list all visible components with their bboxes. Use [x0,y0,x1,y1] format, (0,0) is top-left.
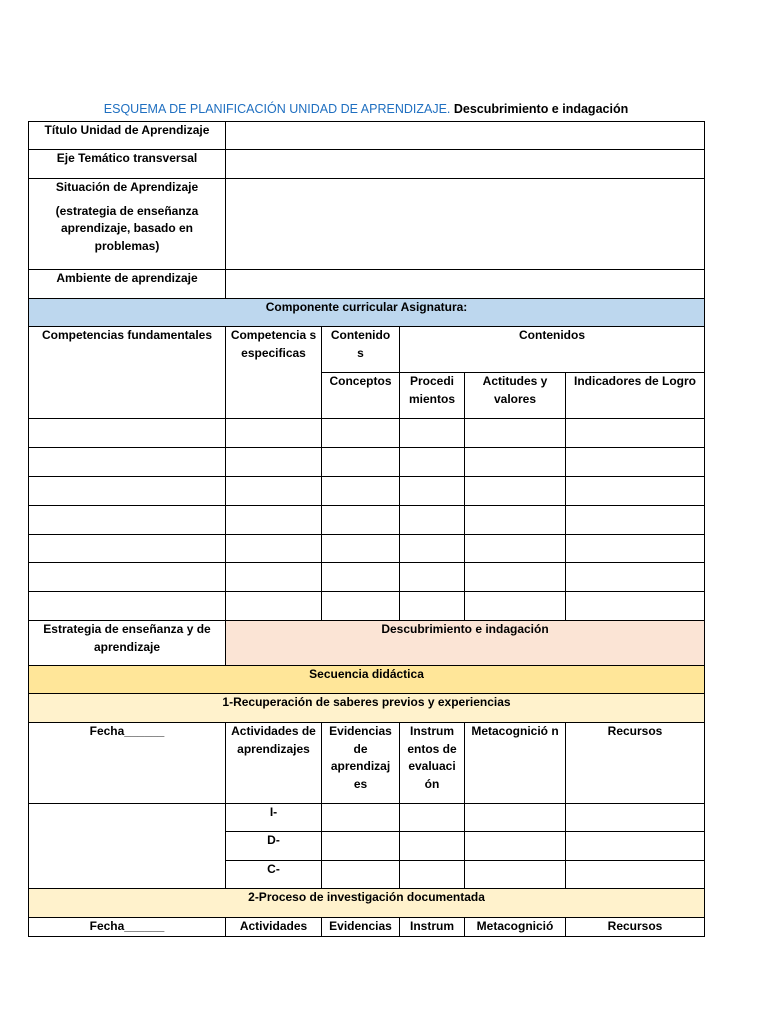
cell[interactable] [566,804,705,832]
cell[interactable] [566,448,705,477]
content-row [29,477,705,506]
input-eje[interactable] [226,150,705,179]
cell[interactable] [400,563,465,592]
cell[interactable] [322,477,400,506]
label-titulo: Título Unidad de Aprendizaje [29,122,226,150]
document-title [28,102,704,116]
cell[interactable] [226,477,322,506]
cell[interactable] [400,592,465,621]
cell[interactable] [465,535,566,563]
cell[interactable] [566,506,705,535]
cell[interactable] [566,592,705,621]
cell[interactable] [566,477,705,506]
cell[interactable] [400,477,465,506]
input-situacion[interactable] [226,179,705,270]
cell[interactable] [226,535,322,563]
cell[interactable] [322,506,400,535]
secuencia-didactica: Secuencia didáctica [29,666,705,694]
phase2-instrumentos: Instrum [400,918,465,937]
header-procedimientos: Procedi mientos [400,373,465,419]
cell[interactable] [400,804,465,832]
phase2-actividades: Actividades [226,918,322,937]
input-ambiente[interactable] [226,270,705,299]
cell[interactable] [566,861,705,889]
cell[interactable] [29,419,226,448]
header-contenidos-2: Contenidos [400,327,705,373]
content-row [29,563,705,592]
cell[interactable] [465,832,566,861]
planning-table [28,121,705,937]
row-situacion [29,179,705,270]
row-componente [29,299,705,327]
phase1-recursos: Recursos [566,723,705,804]
cell[interactable] [322,592,400,621]
row-phase1-headers [29,723,705,804]
cell[interactable] [465,592,566,621]
cell[interactable] [566,563,705,592]
cell[interactable] [400,448,465,477]
header-competencias-fundamentales: Competencias fundamentales [29,327,226,419]
phase1-fecha-cell[interactable] [29,804,226,889]
phase1-title: 1-Recuperación de saberes previos y experiencias [29,694,705,723]
phase1-actividades: Actividades de aprendizajes [226,723,322,804]
cell[interactable] [322,419,400,448]
row-phase1 [29,694,705,723]
cell[interactable] [465,477,566,506]
cell[interactable] [29,592,226,621]
phase1-row-d: D- [226,832,322,861]
cell[interactable] [465,506,566,535]
title-black: Descubrimiento e indagación [453,102,629,116]
componente-curricular: Componente curricular Asignatura: [29,299,705,327]
content-row [29,448,705,477]
phase1-evidencias: Evidencias de aprendizaj es [322,723,400,804]
cell[interactable] [465,861,566,889]
header-actitudes: Actitudes y valores [465,373,566,419]
phase1-row-i: I- [226,804,322,832]
label-eje: Eje Temático transversal [29,150,226,179]
cell[interactable] [29,448,226,477]
row-secuencia [29,666,705,694]
content-row [29,535,705,563]
cell[interactable] [322,448,400,477]
header-competencias-especificas: Competencia s especificas [226,327,322,419]
cell[interactable] [226,448,322,477]
row-phase1-i [29,804,705,832]
title-blue: ESQUEMA DE PLANIFICACIÓN UNIDAD DE APRENDIZAJE. [103,102,451,116]
phase2-recursos: Recursos [566,918,705,937]
phase1-row-c: C- [226,861,322,889]
situacion-title: Situación de Aprendizaje [55,180,199,194]
row-eje [29,150,705,179]
label-ambiente: Ambiente de aprendizaje [29,270,226,299]
estrategia-value: Descubrimiento e indagación [226,621,705,666]
row-estrategia [29,621,705,666]
content-row [29,592,705,621]
phase2-metacognicion: Metacognició [465,918,566,937]
cell[interactable] [566,535,705,563]
cell[interactable] [400,832,465,861]
content-row [29,506,705,535]
cell[interactable] [566,832,705,861]
cell[interactable] [400,419,465,448]
cell[interactable] [29,477,226,506]
header-indicadores: Indicadores de Logro [566,373,705,419]
phase2-fecha: Fecha______ [29,918,226,937]
cell[interactable] [465,419,566,448]
row-ambiente [29,270,705,299]
cell[interactable] [29,535,226,563]
phase2-evidencias: Evidencias [322,918,400,937]
cell[interactable] [465,804,566,832]
label-estrategia: Estrategia de enseñanza y de aprendizaje [29,621,226,666]
header-contenidos-1: Contenido s [322,327,400,373]
row-phase2 [29,889,705,918]
cell[interactable] [566,419,705,448]
cell[interactable] [400,506,465,535]
cell[interactable] [29,506,226,535]
cell[interactable] [465,563,566,592]
cell[interactable] [400,535,465,563]
cell[interactable] [465,448,566,477]
cell[interactable] [29,563,226,592]
row-phase2-headers [29,918,705,937]
header-conceptos: Conceptos [322,373,400,419]
row-titulo [29,122,705,150]
cell[interactable] [226,592,322,621]
cell[interactable] [400,861,465,889]
cell[interactable] [322,861,400,889]
cell[interactable] [226,506,322,535]
cell[interactable] [226,419,322,448]
label-situacion [29,179,226,270]
phase1-metacognicion: Metacognició n [465,723,566,804]
phase2-title: 2-Proceso de investigación documentada [29,889,705,918]
cell[interactable] [322,804,400,832]
content-row [29,419,705,448]
row-competencias-header [29,327,705,373]
cell[interactable] [322,832,400,861]
cell[interactable] [322,563,400,592]
cell[interactable] [322,535,400,563]
phase1-instrumentos: Instrum entos de evaluaci ón [400,723,465,804]
phase1-fecha: Fecha______ [29,723,226,804]
input-titulo[interactable] [226,122,705,150]
situacion-subtitle: (estrategia de enseñanza aprendizaje, basado en problemas) [55,203,199,253]
cell[interactable] [226,563,322,592]
